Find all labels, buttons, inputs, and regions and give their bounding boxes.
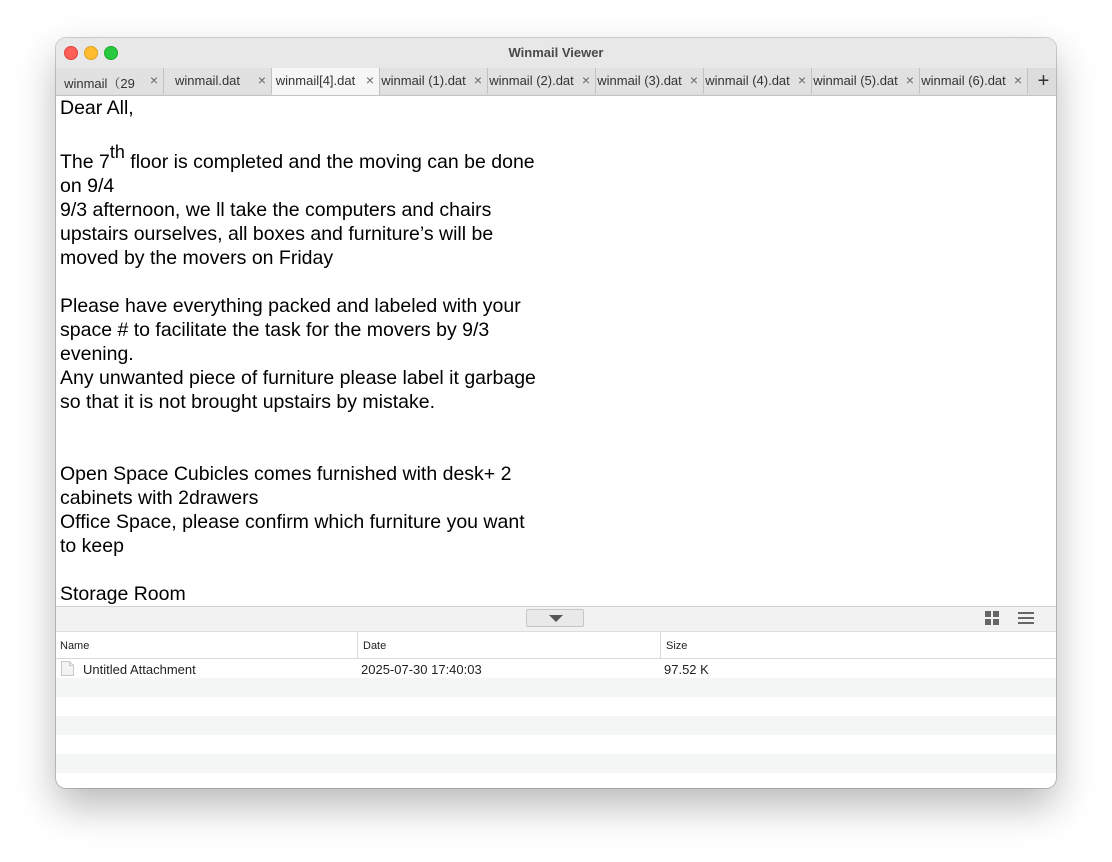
- tab-label: winmail (4).dat: [705, 73, 790, 88]
- tab-close-icon[interactable]: ×: [365, 72, 374, 88]
- tab-label: winmail (2).dat: [489, 73, 574, 88]
- paragraph-moving-date: [60, 142, 540, 198]
- tab-bar: [56, 68, 1056, 96]
- tab-close-icon[interactable]: ×: [1013, 72, 1022, 88]
- paragraph-afternoon: 9/3 afternoon, we ll take the computers and chairs upstairs ourselves, all boxes and furniture’s will be moved by the movers on Friday: [60, 199, 494, 269]
- column-date-header[interactable]: Date: [363, 640, 387, 652]
- tab-winmail-1-dat[interactable]: [380, 68, 488, 94]
- list-view-icon[interactable]: [1018, 611, 1034, 625]
- tab-close-icon[interactable]: ×: [257, 72, 266, 88]
- attachments-list: [56, 659, 1056, 788]
- column-divider[interactable]: [357, 632, 358, 658]
- empty-row: [56, 773, 1056, 788]
- empty-row: [56, 716, 1056, 735]
- file-icon: [61, 661, 74, 676]
- tab-winmail-5-dat[interactable]: [812, 68, 920, 94]
- tab-close-icon[interactable]: ×: [797, 72, 806, 88]
- tab-label: winmail (5).dat: [813, 73, 898, 88]
- tab-close-icon[interactable]: ×: [581, 72, 590, 88]
- paragraph-office: Office Space, please confirm which furniture you want to keep: [60, 511, 525, 557]
- greeting: Dear All,: [60, 97, 134, 119]
- column-name-header[interactable]: Name: [60, 640, 90, 652]
- attachment-size: 97.52 K: [664, 662, 709, 677]
- tab-winmail-2-dat[interactable]: [488, 68, 596, 94]
- collapse-toggle-button[interactable]: [526, 609, 584, 627]
- tab-winmail-4-dat[interactable]: [272, 68, 380, 95]
- table-row[interactable]: [56, 659, 1056, 678]
- chevron-down-icon: [549, 615, 563, 623]
- column-size-header[interactable]: Size: [666, 640, 688, 652]
- column-divider[interactable]: [660, 632, 661, 658]
- window-title: Winmail Viewer: [508, 45, 604, 60]
- empty-row: [56, 735, 1056, 754]
- tab-label: winmail (3).dat: [597, 73, 682, 88]
- text: The 7: [60, 151, 110, 173]
- tab-close-icon[interactable]: ×: [905, 72, 914, 88]
- app-window: [56, 38, 1056, 788]
- paragraph-cubicles: Open Space Cubicles comes furnished with desk+ 2 cabinets with 2drawers: [60, 463, 512, 509]
- paragraph-packing: Please have everything packed and labeled with your space # to facilitate the task for the movers by 9/3 evening.: [60, 295, 521, 365]
- paragraph-storage: Storage Room: [60, 583, 186, 605]
- add-tab-button[interactable]: +: [1037, 70, 1050, 92]
- empty-row: [56, 697, 1056, 716]
- grid-view-icon[interactable]: [985, 611, 999, 625]
- empty-row: [56, 754, 1056, 773]
- tab-label: winmail (1).dat: [381, 73, 466, 88]
- attachment-date: 2025-07-30 17:40:03: [361, 662, 482, 677]
- attachments-table-header: [56, 632, 1056, 659]
- empty-row: [56, 678, 1056, 697]
- tab-winmail-6-dat[interactable]: [920, 68, 1028, 94]
- tab-winmail-4-dat-b[interactable]: [704, 68, 812, 94]
- message-body: [60, 96, 540, 606]
- paragraph-unwanted: Any unwanted piece of furniture please label it garbage so that it is not brought upstairs by mistake.: [60, 367, 536, 413]
- tab-close-icon[interactable]: ×: [473, 72, 482, 88]
- tab-label: winmail (6).dat: [921, 73, 1006, 88]
- pane-splitter[interactable]: [56, 606, 1056, 632]
- superscript: th: [109, 142, 125, 162]
- tab-label: winmail.dat: [174, 73, 241, 88]
- tab-winmail-3-dat[interactable]: [596, 68, 704, 94]
- tab-close-icon[interactable]: ×: [149, 72, 158, 88]
- title-bar[interactable]: [56, 38, 1056, 68]
- message-body-pane[interactable]: [56, 96, 1056, 606]
- text: floor is completed and the moving can be done on 9/4: [60, 151, 535, 197]
- tab-label: winmail（29: [64, 76, 135, 91]
- tab-winmail-29[interactable]: [56, 68, 164, 94]
- tab-close-icon[interactable]: ×: [689, 72, 698, 88]
- tab-label: winmail[4].dat: [275, 73, 356, 88]
- tab-winmail-dat[interactable]: [164, 68, 272, 94]
- attachment-name: Untitled Attachment: [83, 662, 196, 677]
